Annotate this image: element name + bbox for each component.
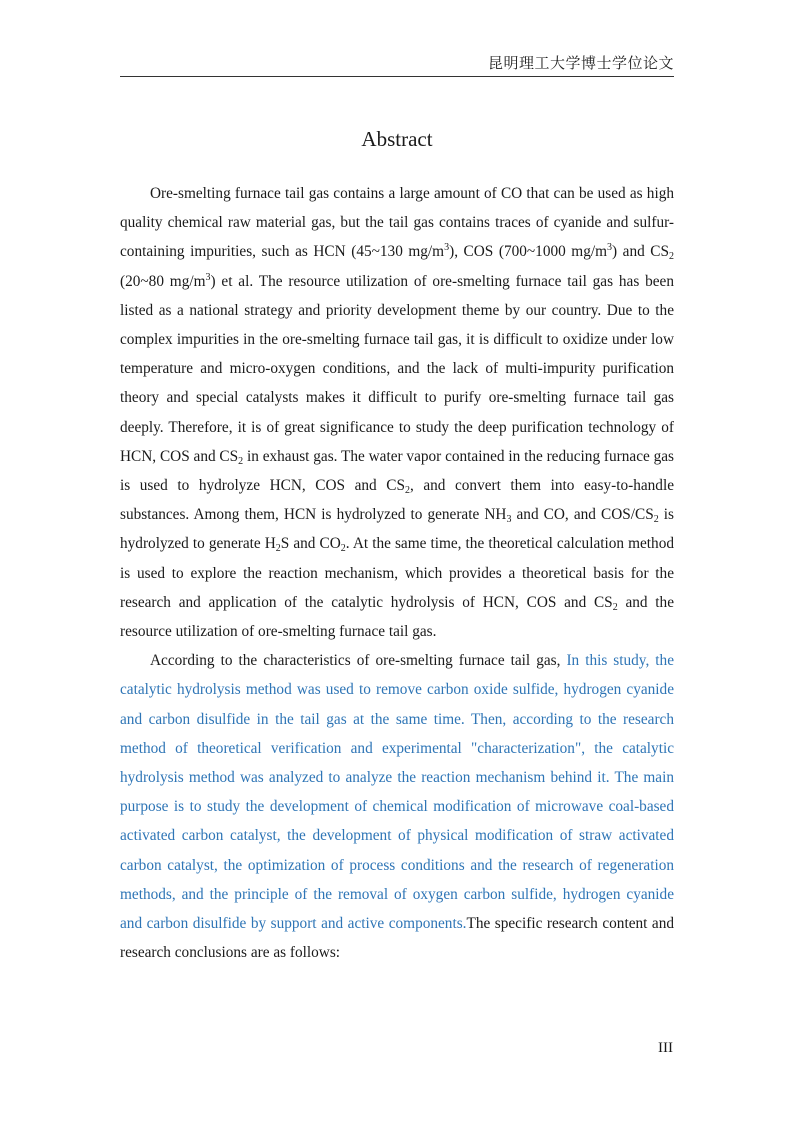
superscript: 3 [444, 242, 450, 254]
page-title: Abstract [361, 127, 433, 151]
subscript: 2 [612, 601, 618, 613]
subscript: 2 [238, 455, 244, 467]
subscript: 2 [653, 514, 659, 526]
text-run: and the resource utilization of ore-smelting furnace tail gas. [120, 593, 674, 641]
subscript: 2 [669, 251, 674, 263]
subscript: 2 [275, 543, 281, 555]
text-run: is hydrolyzed to generate H [120, 506, 674, 553]
header-rule [120, 76, 674, 77]
paragraph-2 [120, 646, 674, 967]
text-run: Ore-smelting furnace tail gas contains a large amount of CO that can be used as high quality chemical raw material gas, but the tail gas contains traces of cyanide and sulfur-containing impurities, such as HCN (45~130 mg/m [120, 185, 674, 261]
text-run: in exhaust gas. The water vapor contained in the reducing furnace gas is used to hydrolyze HCN, COS and CS [120, 447, 675, 495]
running-header: 昆明理工大学博士学位论文 [487, 56, 674, 72]
subscript: 2 [404, 485, 410, 497]
text-run: ), COS (700~1000 mg/m [449, 243, 608, 261]
superscript: 3 [205, 271, 211, 283]
text-run: ) and CS [612, 243, 669, 261]
text-run: and CO, and COS/CS [511, 506, 654, 524]
text-run: The specific research content and research conclusions are as follows: [120, 915, 675, 962]
paragraph-1 [120, 179, 674, 646]
abstract-body [120, 179, 674, 967]
highlighted-text: In this study, the catalytic hydrolysis method was used to remove carbon oxide sulfide, hydrogen cyanide and carbon disulfide in the tail gas at the same time. Then, according to the research method of theoretical verification and experimental "characterization", the catalytic hydrolysis method was analyzed to analyze the reaction mechanism behind it. The main purpose is to study the development of chemical modification of microwave coal-based activated carbon catalyst, the development of physical modification of straw activated carbon catalyst, the optimization of process conditions and the research of regeneration methods, and the principle of the removal of oxygen carbon sulfide, hydrogen cyanide and carbon disulfide by support and active components. [120, 652, 674, 933]
text-run: ) et al. The resource utilization of ore-smelting furnace tail gas has been listed as a national strategy and priority development theme by our country. Due to the complex impurities in the ore-smelting furnace tail gas, it is difficult to oxidize under low temperature and micro-oxygen conditions, and the lack of multi-impurity purification theory and special catalysts makes it difficult to purify ore-smelting furnace tail gas deeply. Therefore, it is of great significance to study the deep purification technology of HCN, COS and CS [120, 272, 674, 465]
subscript: 2 [340, 543, 346, 555]
text-run: According to the characteristics of ore-smelting furnace tail gas, [150, 652, 567, 670]
text-run: (20~80 mg/m [120, 272, 206, 290]
subscript: 3 [506, 514, 512, 526]
text-run: , and convert them into easy-to-handle substances. Among them, HCN is hydrolyzed to generate NH [120, 477, 674, 524]
text-run: S and CO [280, 535, 341, 553]
superscript: 3 [607, 242, 613, 254]
text-run: . At the same time, the theoretical calculation method is used to explore the reaction mechanism, which provides a theoretical basis for the research and application of the catalytic hydrolysis of HCN, COS and CS [120, 535, 674, 611]
page-number: III [658, 1040, 673, 1056]
